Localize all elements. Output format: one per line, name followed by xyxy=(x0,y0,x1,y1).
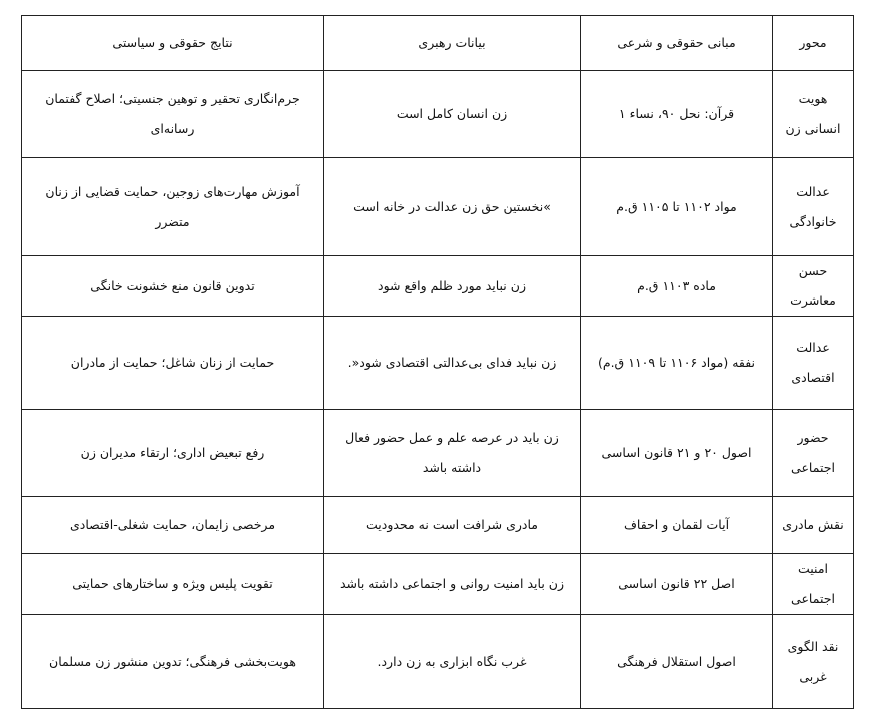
header-legal-basis: مبانی حقوقی و شرعی xyxy=(581,16,773,71)
policy-result-cell: هویت‌بخشی فرهنگی؛ تدوین منشور زن مسلمان xyxy=(22,615,324,709)
legal-basis-cell: اصول ۲۰ و ۲۱ قانون اساسی xyxy=(581,410,773,497)
table-row xyxy=(22,410,854,497)
legal-basis-cell: مواد ۱۱۰۲ تا ۱۱۰۵ ق.م xyxy=(581,158,773,256)
leader-statement-cell: »نخستین حق زن عدالت در خانه است xyxy=(324,158,581,256)
policy-result-cell: جرم‌انگاری تحقیر و توهین جنسیتی؛ اصلاح گفتمان رسانه‌ای xyxy=(22,71,324,158)
leader-statement-cell: زن باید امنیت روانی و اجتماعی داشته باشد xyxy=(324,554,581,615)
leader-statement-cell: زن نباید فدای بی‌عدالتی اقتصادی شود«. xyxy=(324,317,581,410)
table-row xyxy=(22,317,854,410)
leader-statement-cell: زن باید در عرصه علم و عمل حضور فعال داشته باشد xyxy=(324,410,581,497)
leader-statement-cell: غرب نگاه ابزاری به زن دارد. xyxy=(324,615,581,709)
leader-statement-cell: مادری شرافت است نه محدودیت xyxy=(324,497,581,554)
axis-cell: نقد الگوی غربی xyxy=(773,615,854,709)
header-axis: محور xyxy=(773,16,854,71)
policy-result-cell: تقویت پلیس ویژه و ساختارهای حمایتی xyxy=(22,554,324,615)
table-row xyxy=(22,71,854,158)
policy-result-cell: مرخصی زایمان، حمایت شغلی-اقتصادی xyxy=(22,497,324,554)
women-rights-table xyxy=(21,15,854,709)
legal-basis-cell: اصل ۲۲ قانون اساسی xyxy=(581,554,773,615)
legal-basis-cell: آیات لقمان و احقاف xyxy=(581,497,773,554)
axis-cell: حضور اجتماعی xyxy=(773,410,854,497)
header-leader-statements: بیانات رهبری xyxy=(324,16,581,71)
legal-basis-cell: ماده ۱۱۰۳ ق.م xyxy=(581,256,773,317)
axis-cell: عدالت خانوادگی xyxy=(773,158,854,256)
header-policy-results: نتایج حقوقی و سیاستی xyxy=(22,16,324,71)
legal-basis-cell: نفقه (مواد ۱۱۰۶ تا ۱۱۰۹ ق.م) xyxy=(581,317,773,410)
table-row xyxy=(22,158,854,256)
table-row xyxy=(22,554,854,615)
policy-result-cell: رفع تبعیض اداری؛ ارتقاء مدیران زن xyxy=(22,410,324,497)
policy-result-cell: آموزش مهارت‌های زوجین، حمایت قضایی از زنان متضرر xyxy=(22,158,324,256)
axis-cell: حسن معاشرت xyxy=(773,256,854,317)
leader-statement-cell: زن انسان کامل است xyxy=(324,71,581,158)
leader-statement-cell: زن نباید مورد ظلم واقع شود xyxy=(324,256,581,317)
axis-cell: عدالت اقتصادی xyxy=(773,317,854,410)
policy-result-cell: تدوین قانون منع خشونت خانگی xyxy=(22,256,324,317)
axis-cell: امنیت اجتماعی xyxy=(773,554,854,615)
axis-cell: هویت انسانی زن xyxy=(773,71,854,158)
axis-cell: نقش مادری xyxy=(773,497,854,554)
legal-basis-cell: قرآن: نحل ۹۰، نساء ۱ xyxy=(581,71,773,158)
legal-basis-cell: اصول استقلال فرهنگی xyxy=(581,615,773,709)
table-row xyxy=(22,256,854,317)
table-row xyxy=(22,497,854,554)
policy-result-cell: حمایت از زنان شاغل؛ حمایت از مادران xyxy=(22,317,324,410)
header-row xyxy=(22,16,854,71)
table-row xyxy=(22,615,854,709)
